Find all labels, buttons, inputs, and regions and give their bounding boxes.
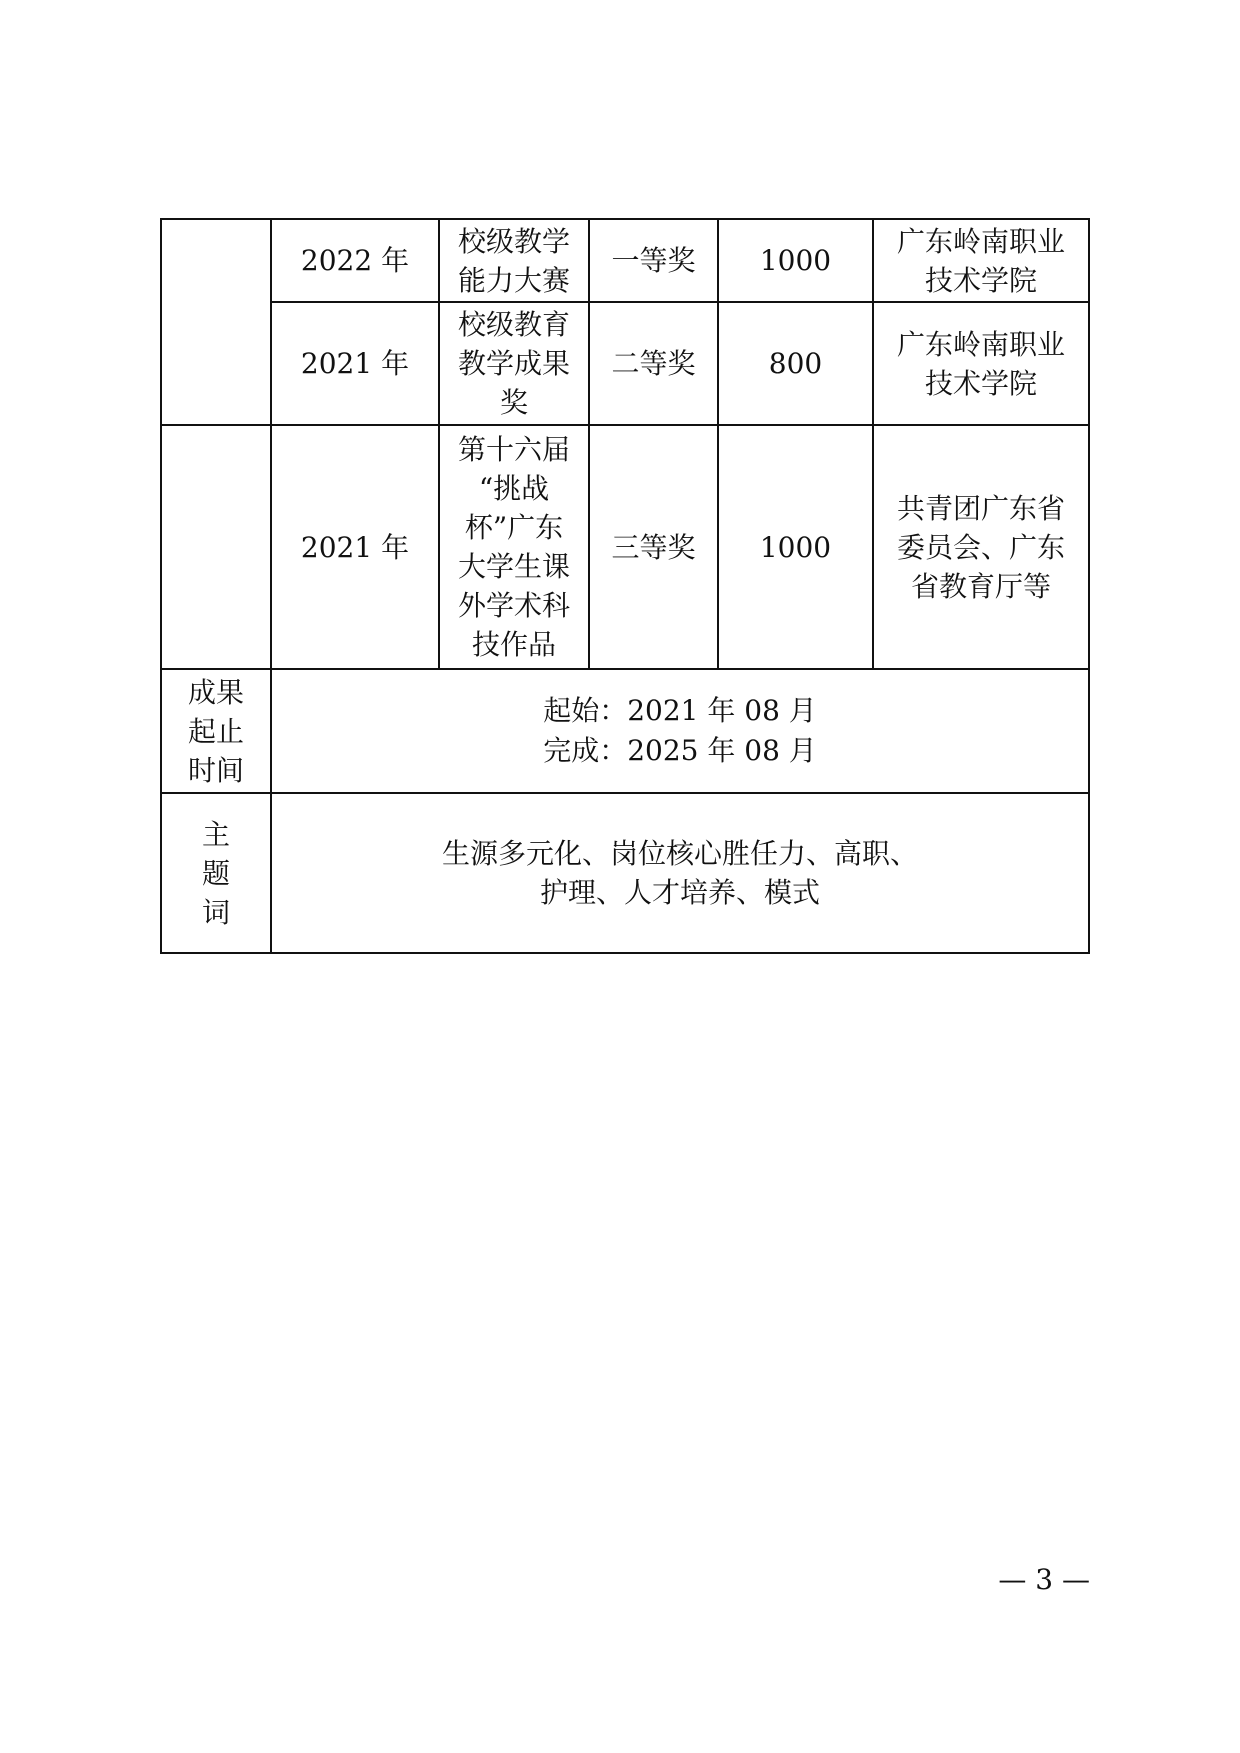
award-issuer: 共青团广东省 委员会、广东 省教育厅等 [873,425,1089,669]
award-amount: 1000 [718,425,873,669]
award-amount: 800 [718,302,873,425]
row-header-blank [161,219,271,425]
award-level: 二等奖 [589,302,718,425]
award-name: 校级教学 能力大赛 [439,219,589,302]
row-header-blank [161,425,271,669]
keywords-value: 生源多元化、岗位核心胜任力、高职、 护理、人才培养、模式 [271,793,1089,953]
award-level: 三等奖 [589,425,718,669]
award-name: 校级教育 教学成果 奖 [439,302,589,425]
period-end: 完成：2025 年 08 月 [543,734,817,767]
awards-table [160,218,1090,954]
table-row [161,425,1089,669]
award-level: 一等奖 [589,219,718,302]
page-number: — 3 — [998,1563,1090,1596]
table-row [161,302,1089,425]
award-year: 2022 年 [271,219,439,302]
award-issuer: 广东岭南职业 技术学院 [873,302,1089,425]
period-start: 起始：2021 年 08 月 [543,694,817,727]
period-label: 成果 起止 时间 [161,669,271,793]
table-row [161,219,1089,302]
award-year: 2021 年 [271,425,439,669]
award-year: 2021 年 [271,302,439,425]
award-amount: 1000 [718,219,873,302]
award-issuer: 广东岭南职业 技术学院 [873,219,1089,302]
keywords-row [161,793,1089,953]
keywords-label: 主 题 词 [161,793,271,953]
period-value [271,669,1089,793]
period-row [161,669,1089,793]
award-name: 第十六届 “挑战 杯”广东 大学生课 外学术科 技作品 [439,425,589,669]
